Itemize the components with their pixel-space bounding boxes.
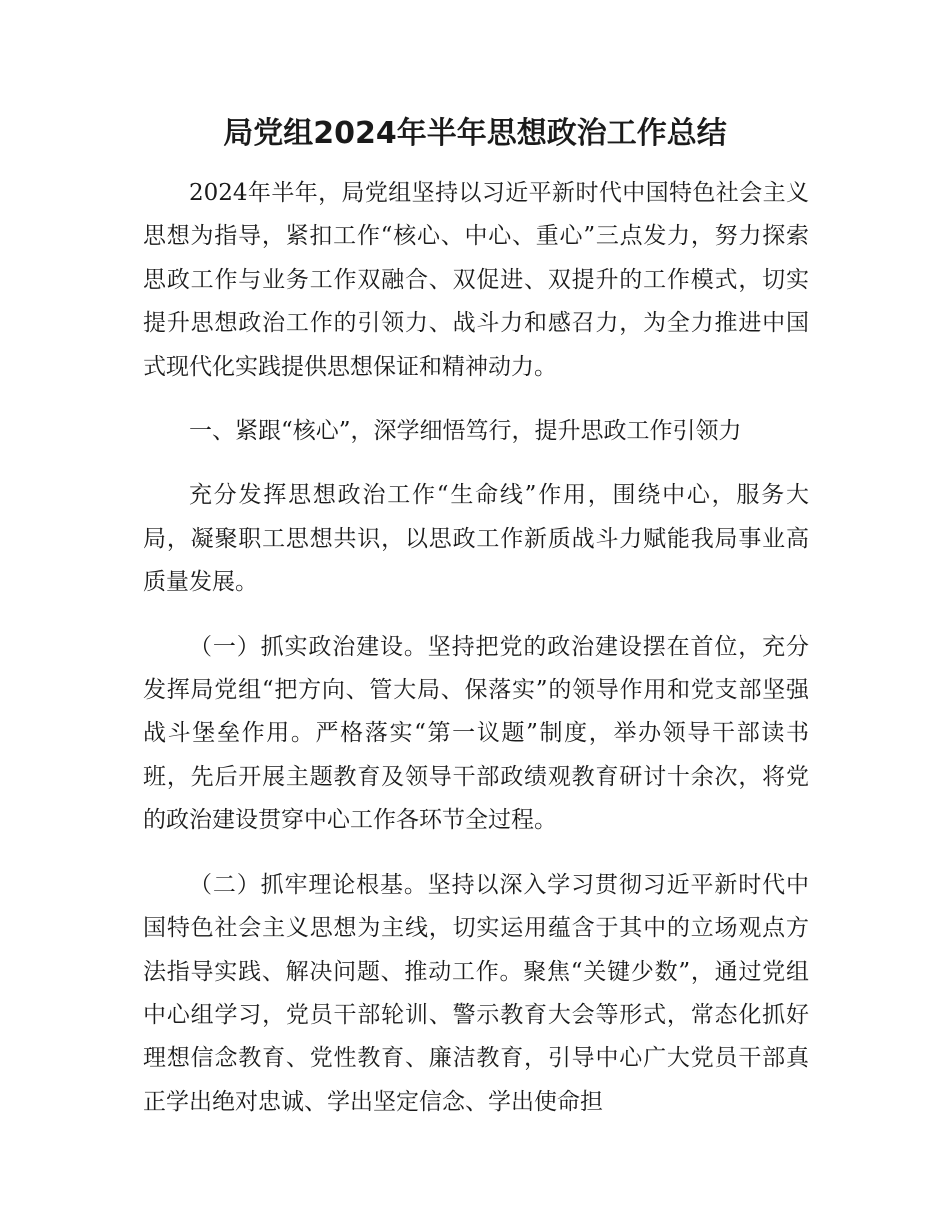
- subsection-theory-foundation-paragraph: （二）抓牢理论根基。坚持以深入学习贯彻习近平新时代中国特色社会主义思想为主线，切实运用蕴含于其中的立场观点方法指导实践、解决问题、推动工作。聚焦“关键少数”，通过党组中心组学习，党员干部轮训、警示教育大会等形式，常态化抓好理想信念教育、党性教育、廉洁教育，引导中心广大党员干部真正学出绝对忠诚、学出坚定信念、学出使命担: [143, 871, 809, 1115]
- subsection-political-building-paragraph: （一）抓实政治建设。坚持把党的政治建设摆在首位，充分发挥局党组“把方向、管大局、保落实”的领导作用和党支部坚强战斗堡垒作用。严格落实“第一议题”制度，举办领导干部读书班，先后开展主题教育及领导干部政绩观教育研讨十余次，将党的政治建设贯穿中心工作各环节全过程。: [143, 633, 809, 834]
- intro-paragraph: 2024年半年，局党组坚持以习近平新时代中国特色社会主义思想为指导，紧扣工作“核心、中心、重心”三点发力，努力探索思政工作与业务工作双融合、双促进、双提升的工作模式，切实提升思想政治工作的引领力、战斗力和感召力，为全力推进中国式现代化实践提供思想保证和精神动力。: [143, 180, 809, 380]
- section-1-summary-paragraph: 充分发挥思想政治工作“生命线”作用，围绕中心，服务大局，凝聚职工思想共识，以思政工作新质战斗力赋能我局事业高质量发展。: [143, 482, 809, 596]
- section-heading-1: 一、紧跟“核心”，深学细悟笃行，提升思政工作引领力: [189, 418, 742, 445]
- document-title: 局党组2024年半年思想政治工作总结: [223, 116, 727, 151]
- document-body: [143, 172, 809, 1124]
